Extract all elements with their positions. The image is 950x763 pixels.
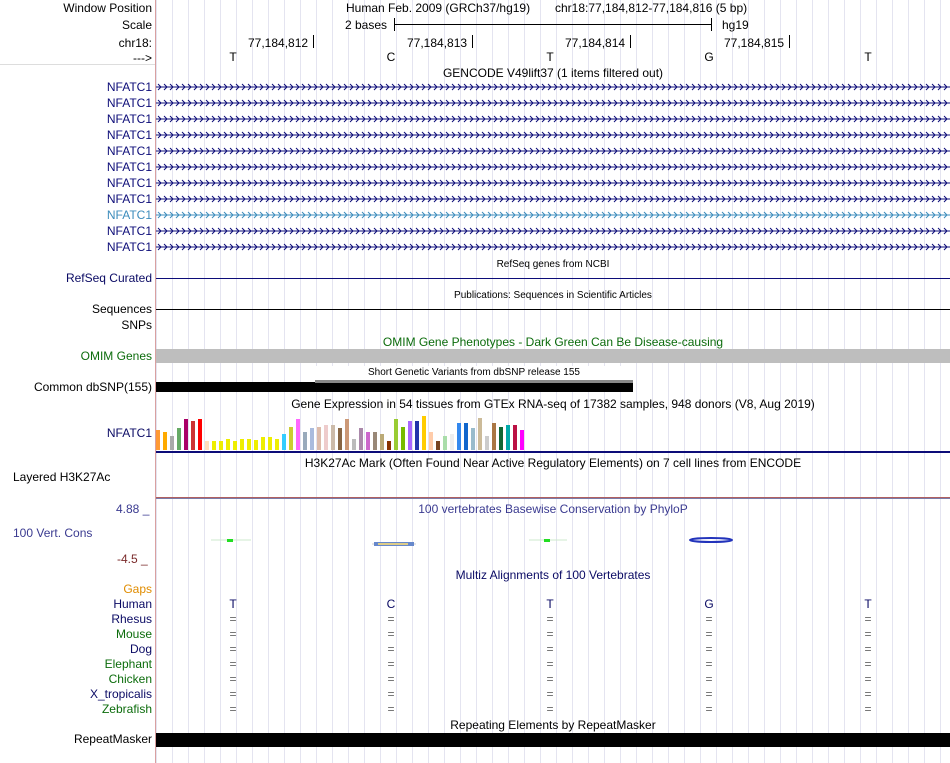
gencode-transcript[interactable] [156, 210, 950, 220]
base-3: T [546, 50, 554, 64]
gtex-tissue-bar[interactable] [492, 423, 496, 450]
gencode-transcript[interactable] [156, 130, 950, 140]
omim-feature[interactable] [156, 349, 950, 363]
position-readout: chr18:77,184,812-77,184,816 (5 bp) [555, 1, 748, 15]
gencode-gene-label[interactable]: NFATC1 [106, 96, 152, 110]
gtex-tissue-bar[interactable] [352, 439, 356, 450]
dbsnp-highlight [315, 380, 633, 383]
multiz-base: = [546, 627, 554, 641]
scale-text: 2 bases [345, 18, 388, 32]
gtex-tissue-bar[interactable] [233, 441, 237, 450]
coord-2: 77,184,813 [407, 36, 468, 50]
gencode-transcript[interactable] [156, 162, 950, 172]
gtex-tissue-bar[interactable] [177, 428, 181, 450]
gtex-tissue-bar[interactable] [275, 439, 279, 450]
base-5: T [864, 50, 872, 64]
multiz-base: = [546, 687, 554, 701]
gtex-tissue-bar[interactable] [471, 428, 475, 450]
multiz-base: T [229, 597, 237, 611]
multiz-species-label[interactable]: Elephant [104, 657, 152, 671]
multiz-base: = [864, 672, 872, 686]
gtex-tissue-bar[interactable] [156, 430, 160, 450]
gtex-tissue-bar[interactable] [366, 432, 370, 450]
gtex-tissue-bar[interactable] [464, 423, 468, 450]
gencode-gene-label[interactable]: NFATC1 [106, 208, 152, 222]
multiz-species-label[interactable]: Rhesus [111, 612, 152, 626]
window-position-label: Window Position [63, 1, 152, 15]
multiz-species-label[interactable]: Mouse [115, 627, 152, 641]
gtex-tissue-bar[interactable] [338, 428, 342, 450]
phylop-peak-3 [544, 539, 550, 542]
multiz-base: = [864, 642, 872, 656]
multiz-base: = [387, 642, 395, 656]
multiz-species-label[interactable]: X_tropicalis [89, 687, 152, 701]
gaps-label[interactable]: Gaps [123, 582, 152, 596]
omim-label[interactable]: OMIM Genes [80, 349, 152, 363]
gtex-tissue-bar[interactable] [415, 421, 419, 450]
multiz-base: = [705, 702, 713, 716]
gtex-tissue-bar[interactable] [254, 440, 258, 450]
gtex-tissue-bar[interactable] [331, 425, 335, 450]
coord-1: 77,184,812 [248, 36, 309, 50]
gencode-gene-label[interactable]: NFATC1 [106, 176, 152, 190]
scale-bar-left-tick [394, 18, 395, 31]
dbsnp-label[interactable]: Common dbSNP(155) [33, 380, 152, 394]
multiz-track-title[interactable]: Multiz Alignments of 100 Vertebrates [455, 568, 651, 582]
scale-bar-right-tick [711, 18, 712, 31]
gtex-tissue-bar[interactable] [373, 432, 377, 450]
gtex-tissue-bar[interactable] [212, 441, 216, 450]
coord-4: 77,184,815 [724, 36, 785, 50]
snps-label[interactable]: SNPs [121, 318, 152, 332]
phylop-min: -4.5 _ [117, 552, 148, 566]
gencode-transcript[interactable] [156, 194, 950, 204]
phylop-peak-1 [227, 539, 233, 542]
gtex-tissue-bar[interactable] [450, 434, 454, 450]
dbsnp-feature[interactable] [156, 382, 633, 392]
track-separator [0, 64, 155, 65]
repeatmasker-track-title[interactable]: Repeating Elements by RepeatMasker [450, 718, 656, 732]
multiz-base: = [387, 657, 395, 671]
gtex-bar-chart[interactable] [156, 412, 536, 450]
gencode-transcript[interactable] [156, 226, 950, 236]
refseq-label[interactable]: RefSeq Curated [65, 271, 152, 285]
gtex-baseline [156, 451, 950, 453]
gencode-transcript[interactable] [156, 146, 950, 156]
repeatmasker-label[interactable]: RepeatMasker [73, 732, 152, 746]
multiz-base: = [229, 627, 237, 641]
multiz-base: T [546, 597, 554, 611]
gtex-tissue-bar[interactable] [268, 437, 272, 450]
repeatmasker-feature[interactable] [156, 733, 950, 747]
multiz-base: = [387, 687, 395, 701]
multiz-base: = [387, 612, 395, 626]
gtex-tissue-bar[interactable] [380, 434, 384, 450]
gtex-tissue-bar[interactable] [422, 416, 426, 450]
gtex-tissue-bar[interactable] [359, 428, 363, 450]
base-2: C [386, 50, 396, 64]
phylop-dip-4 [690, 538, 732, 542]
gtex-tissue-bar[interactable] [394, 419, 398, 450]
multiz-base: = [387, 672, 395, 686]
gtex-track-title[interactable]: Gene Expression in 54 tissues from GTEx RNA-seq of 17382 samples, 948 donors (V8, Aug 2019) [291, 397, 815, 411]
gtex-tissue-bar[interactable] [345, 419, 349, 450]
gencode-track-title[interactable]: GENCODE V49lift37 (1 items filtered out) [442, 66, 664, 80]
gtex-tissue-bar[interactable] [443, 436, 447, 450]
multiz-base: = [229, 612, 237, 626]
multiz-base: G [704, 597, 714, 611]
gtex-tissue-bar[interactable] [198, 419, 202, 450]
dbsnp-track-title[interactable]: Short Genetic Variants from dbSNP release 155 [368, 367, 580, 378]
gtex-tissue-bar[interactable] [513, 425, 517, 450]
gtex-tissue-bar[interactable] [296, 419, 300, 450]
gtex-tissue-bar[interactable] [163, 432, 167, 450]
gtex-tissue-bar[interactable] [282, 434, 286, 450]
publications-track-title[interactable]: Publications: Sequences in Scientific Articles [454, 290, 652, 301]
multiz-base: = [546, 672, 554, 686]
phylop-max: 4.88 _ [116, 502, 150, 516]
gtex-gene-label[interactable]: NFATC1 [106, 426, 152, 440]
gtex-tissue-bar[interactable] [506, 425, 510, 450]
gencode-gene-label[interactable]: NFATC1 [106, 80, 152, 94]
coord-tick-4 [789, 35, 790, 48]
multiz-base: = [546, 642, 554, 656]
multiz-base: = [546, 657, 554, 671]
gtex-tissue-bar[interactable] [499, 427, 503, 450]
chrom-label: chr18: [118, 36, 152, 50]
gtex-tissue-bar[interactable] [247, 439, 251, 450]
multiz-base: C [386, 597, 396, 611]
gtex-tissue-bar[interactable] [303, 432, 307, 450]
gtex-tissue-bar[interactable] [387, 441, 391, 450]
gencode-gene-label[interactable]: NFATC1 [106, 240, 152, 254]
phylop-dip-2b [378, 543, 408, 545]
phylop-label[interactable]: 100 Vert. Cons [13, 526, 93, 540]
phylop-track-title[interactable]: 100 vertebrates Basewise Conservation by PhyloP [418, 502, 688, 516]
omim-track-title[interactable]: OMIM Gene Phenotypes - Dark Green Can Be Disease-causing [382, 335, 724, 349]
multiz-base: = [705, 657, 713, 671]
gtex-tissue-bar[interactable] [457, 423, 461, 450]
gtex-tissue-bar[interactable] [324, 425, 328, 450]
h3k27ac-label[interactable]: Layered H3K27Ac [13, 470, 111, 484]
gtex-tissue-bar[interactable] [205, 441, 209, 450]
base-1: T [229, 50, 237, 64]
gtex-tissue-bar[interactable] [408, 421, 412, 450]
multiz-base: T [864, 597, 872, 611]
multiz-base: = [864, 702, 872, 716]
multiz-base: = [229, 657, 237, 671]
coord-3: 77,184,814 [565, 36, 626, 50]
gtex-tissue-bar[interactable] [240, 439, 244, 450]
gencode-transcript[interactable] [156, 242, 950, 252]
gtex-tissue-bar[interactable] [429, 432, 433, 450]
coord-tick-2 [472, 35, 473, 48]
db-label: hg19 [722, 18, 749, 32]
gtex-tissue-bar[interactable] [401, 427, 405, 450]
multiz-base: = [864, 657, 872, 671]
gencode-transcript[interactable] [156, 178, 950, 188]
multiz-base: = [546, 702, 554, 716]
gtex-tissue-bar[interactable] [485, 436, 489, 450]
gencode-transcript[interactable] [156, 98, 950, 108]
gtex-tissue-bar[interactable] [191, 421, 195, 450]
h3k27ac-track-title[interactable]: H3K27Ac Mark (Often Found Near Active Regulatory Elements) on 7 cell lines from ENCODE [304, 456, 802, 470]
multiz-species-label[interactable]: Zebrafish [101, 702, 152, 716]
gencode-gene-label[interactable]: NFATC1 [106, 144, 152, 158]
gencode-gene-label[interactable]: NFATC1 [106, 128, 152, 142]
coord-tick-1 [313, 35, 314, 48]
base-4: G [704, 50, 714, 64]
gencode-transcript[interactable] [156, 114, 950, 124]
scale-label: Scale [121, 18, 152, 32]
strand-label: ---> [133, 51, 152, 65]
multiz-species-label[interactable]: Chicken [108, 672, 152, 686]
multiz-base: = [546, 612, 554, 626]
multiz-base: = [705, 687, 713, 701]
multiz-base: = [705, 642, 713, 656]
sequences-label[interactable]: Sequences [91, 302, 152, 316]
multiz-base: = [864, 627, 872, 641]
multiz-base: = [229, 687, 237, 701]
gtex-tissue-bar[interactable] [184, 419, 188, 450]
scale-bar [394, 24, 712, 25]
multiz-base: = [705, 672, 713, 686]
gencode-gene-label[interactable]: NFATC1 [106, 224, 152, 238]
gtex-tissue-bar[interactable] [226, 439, 230, 450]
refseq-line[interactable] [156, 278, 950, 279]
refseq-track-title[interactable]: RefSeq genes from NCBI [496, 259, 610, 270]
gencode-gene-label[interactable]: NFATC1 [106, 192, 152, 206]
multiz-species-label[interactable]: Human [113, 597, 152, 611]
multiz-base: = [229, 672, 237, 686]
gtex-tissue-bar[interactable] [261, 437, 265, 450]
phylop-signal[interactable] [156, 530, 950, 552]
multiz-base: = [705, 612, 713, 626]
gtex-tissue-bar[interactable] [219, 441, 223, 450]
h3k27ac-baseline-2 [156, 498, 950, 499]
multiz-base: = [864, 687, 872, 701]
multiz-base: = [387, 702, 395, 716]
multiz-base: = [229, 702, 237, 716]
gtex-tissue-bar[interactable] [436, 441, 440, 450]
assembly-title: Human Feb. 2009 (GRCh37/hg19) [346, 1, 531, 15]
gtex-tissue-bar[interactable] [520, 430, 524, 450]
multiz-base: = [864, 612, 872, 626]
gtex-tissue-bar[interactable] [170, 436, 174, 450]
multiz-species-label[interactable]: Dog [129, 642, 152, 656]
gtex-tissue-bar[interactable] [317, 427, 321, 450]
publications-line[interactable] [156, 309, 950, 310]
gtex-tissue-bar[interactable] [478, 418, 482, 450]
multiz-base: = [387, 627, 395, 641]
gencode-gene-label[interactable]: NFATC1 [106, 160, 152, 174]
gtex-tissue-bar[interactable] [310, 428, 314, 450]
multiz-base: = [705, 627, 713, 641]
coord-tick-3 [630, 35, 631, 48]
gencode-gene-label[interactable]: NFATC1 [106, 112, 152, 126]
gtex-tissue-bar[interactable] [289, 427, 293, 450]
multiz-base: = [229, 642, 237, 656]
gencode-transcript[interactable] [156, 82, 950, 92]
